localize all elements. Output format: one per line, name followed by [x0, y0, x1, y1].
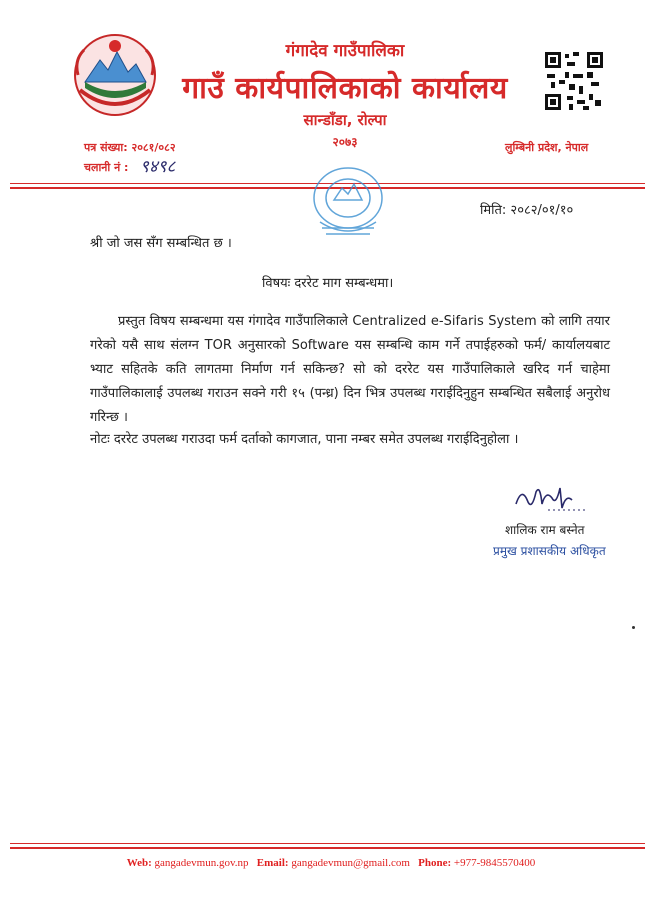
footer-divider-thick	[10, 847, 645, 849]
page-speck	[632, 626, 635, 629]
footer-contact	[0, 857, 662, 869]
letter-paragraph: प्रस्तुत विषय सम्बन्धमा यस गंगादेव गाउँपालिकाले Centralized e-Sifaris System को लागि तयार गरेको यसै साथ संलग्न TOR अनुसारको Software यस सम्बन्धि काम गर्ने तपाईहरुको फर्म/ कार्यालयबाट भ्याट सहितके कति लागतमा निर्माण गर्न सकिन्छ? सो को दररेट यस गाउँपालिकाले खरिद गर्न चाहेमा गाउँपालिकालाई उपलब्ध गराउन सक्ने गरी १५ (पन्ध्र) दिन भित्र उपलब्ध गराईदिनुहुन सम्बन्धित सबैलाई अनुरोध गरिन्छ ।	[90, 314, 610, 425]
province-label: लुम्बिनी प्रदेश, नेपाल	[505, 141, 589, 154]
footer-phone-value: +977-9845570400	[453, 857, 536, 869]
municipality-name: गंगादेव गाउँपालिका	[285, 41, 405, 61]
dispatch-number: ९४९८	[140, 157, 176, 177]
footer-email-link[interactable]: gangadevmun@gmail.com	[291, 857, 410, 869]
letter-note: नोटः दररेट उपलब्ध गराउदा फर्म दर्ताको कागजात, पाना नम्बर समेत उपलब्ध गराईदिनुहोला ।	[90, 432, 519, 447]
footer-divider	[10, 843, 645, 844]
subject-line: विषयः दररेट माग सम्बन्धमा।	[262, 276, 394, 291]
footer-web-link[interactable]: gangadevmun.gov.np	[154, 857, 249, 869]
office-title: गाउँ कार्यपालिकाको कार्यालय	[182, 71, 508, 106]
footer-phone-label: Phone:	[418, 857, 452, 869]
established-year: २०७३	[332, 135, 358, 149]
recipient-line: श्री जो जस सँग सम्बन्धित छ ।	[90, 236, 232, 251]
footer-email-label: Email:	[256, 857, 289, 869]
qr-code-icon	[543, 50, 605, 112]
letter-number: पत्र संख्या: २०८१/०८२	[84, 141, 176, 154]
signatory-name: शालिक राम बस्नेत	[505, 523, 585, 537]
emblem-logo	[70, 30, 160, 120]
office-seal-stamp	[300, 160, 396, 246]
handwritten-signature	[512, 480, 590, 516]
office-address: सान्डाँडा, रोल्पा	[303, 111, 387, 129]
footer-web-label: Web:	[126, 857, 152, 869]
dispatch-label: चलानी नं :	[84, 161, 129, 174]
letter-date: मिति: २०८२/०१/१०	[480, 203, 574, 218]
signatory-title: प्रमुख प्रशासकीय अधिकृत	[493, 544, 606, 558]
